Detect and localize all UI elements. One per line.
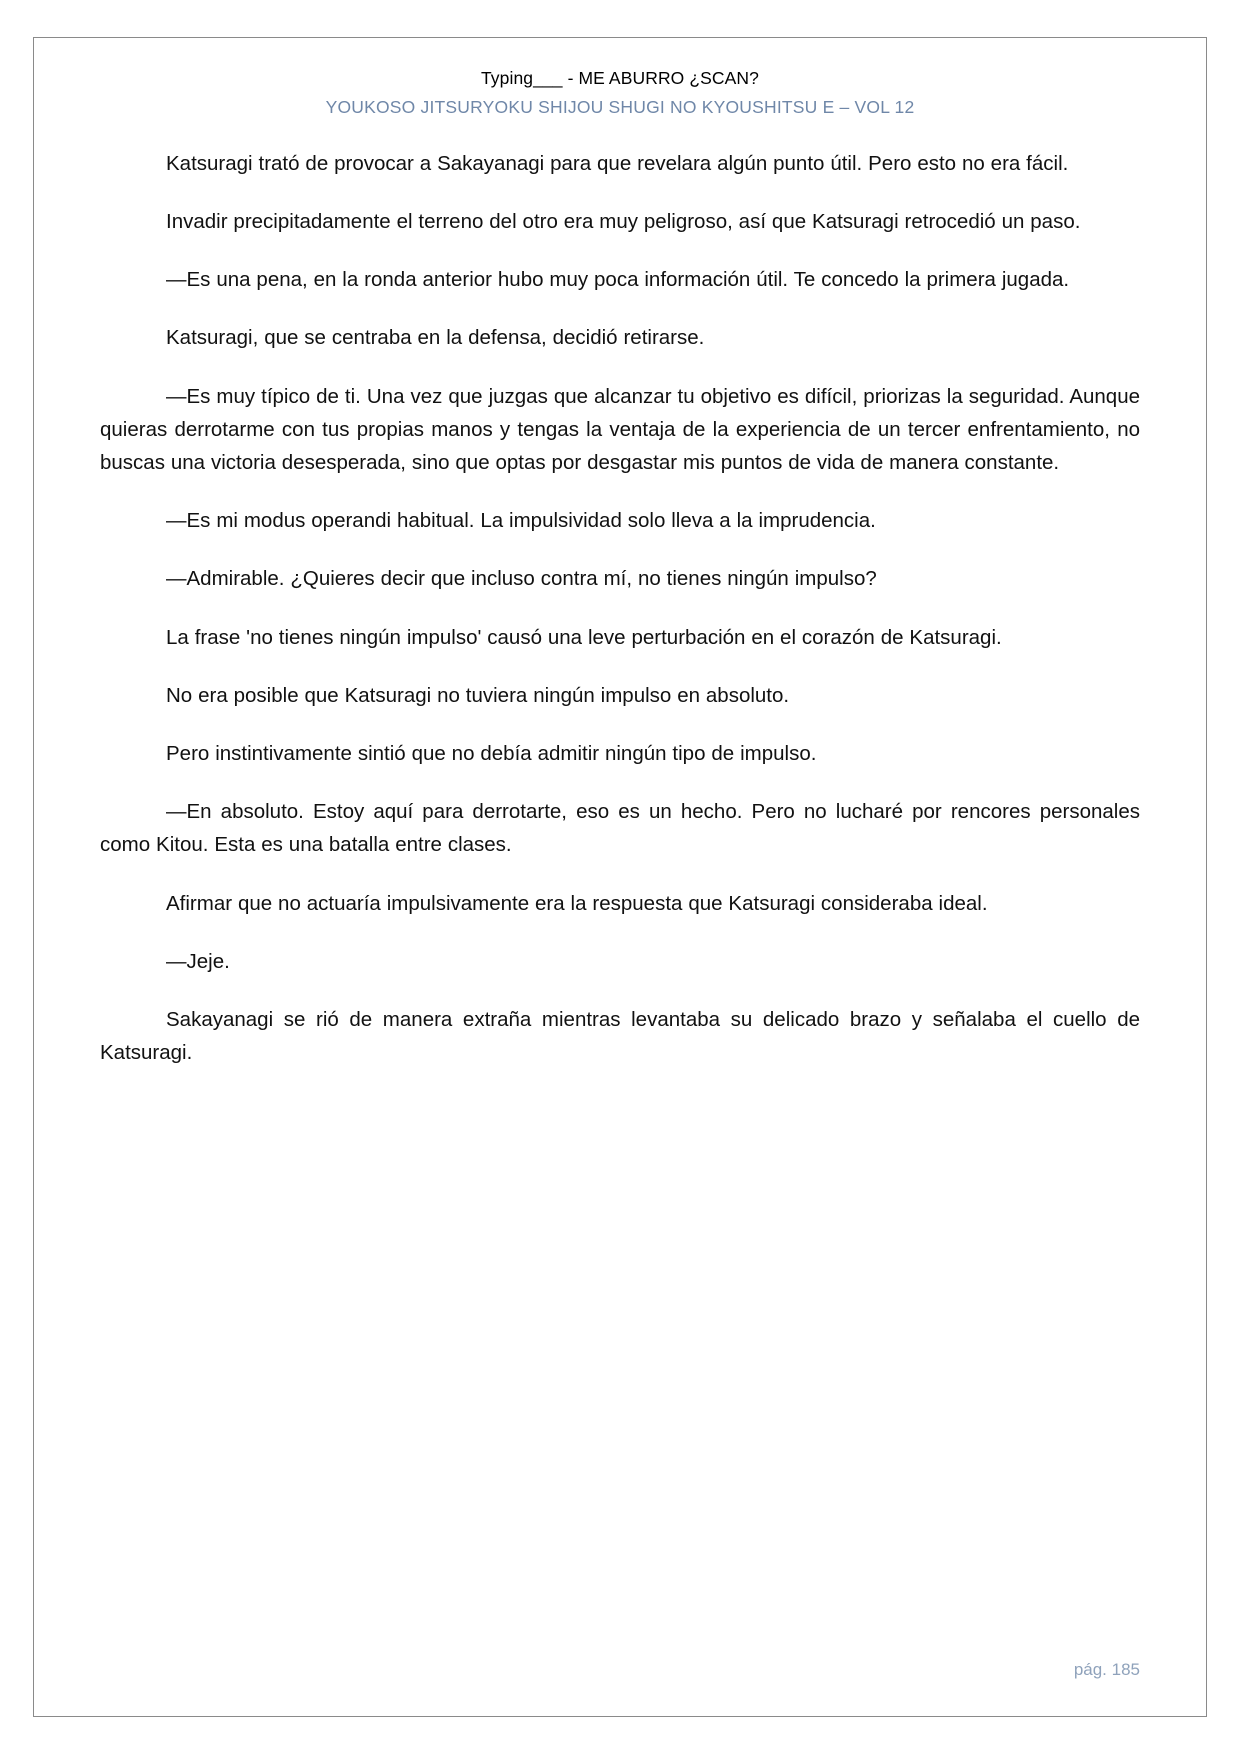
page-content bbox=[34, 38, 1206, 1716]
body-text bbox=[100, 147, 1140, 1070]
page-number: pág. 185 bbox=[1073, 1660, 1140, 1679]
header-credit-line: Typing___ - ME ABURRO ¿SCAN? bbox=[480, 68, 760, 88]
paragraph: —Es una pena, en la ronda anterior hubo muy poca información útil. Te concedo la primera jugada. bbox=[166, 268, 1070, 292]
paragraph: Sakayanagi se rió de manera extraña mientras levantaba su delicado brazo y señalaba el cuello de Katsuragi. bbox=[100, 1008, 1140, 1065]
header-title-line: YOUKOSO JITSURYOKU SHIJOU SHUGI NO KYOUSHITSU E – VOL 12 bbox=[325, 97, 915, 118]
page-header bbox=[100, 66, 1140, 121]
paragraph: —Es mi modus operandi habitual. La impulsividad solo lleva a la imprudencia. bbox=[166, 509, 876, 533]
paragraph: —Jeje. bbox=[166, 949, 230, 973]
paragraph: Katsuragi, que se centraba en la defensa, decidió retirarse. bbox=[166, 326, 705, 350]
document-page bbox=[33, 37, 1207, 1717]
paragraph: Pero instintivamente sintió que no debía admitir ningún tipo de impulso. bbox=[166, 741, 817, 765]
paragraph: La frase 'no tienes ningún impulso' causó una leve perturbación en el corazón de Katsuragi. bbox=[166, 625, 1002, 649]
paragraph: —En absoluto. Estoy aquí para derrotarte, eso es un hecho. Pero no lucharé por rencores personales como Kitou. Esta es una batalla entre clases. bbox=[100, 800, 1140, 857]
paragraph: —Admirable. ¿Quieres decir que incluso contra mí, no tienes ningún impulso? bbox=[166, 567, 877, 591]
paragraph: Invadir precipitadamente el terreno del otro era muy peligroso, así que Katsuragi retrocedió un paso. bbox=[166, 209, 1081, 233]
paragraph: Katsuragi trató de provocar a Sakayanagi para que revelara algún punto útil. Pero esto no era fácil. bbox=[166, 151, 1069, 175]
paragraph: No era posible que Katsuragi no tuviera ningún impulso en absoluto. bbox=[166, 683, 790, 707]
paragraph: Afirmar que no actuaría impulsivamente era la respuesta que Katsuragi consideraba ideal. bbox=[166, 891, 988, 915]
paragraph: —Es muy típico de ti. Una vez que juzgas que alcanzar tu objetivo es difícil, priorizas la seguridad. Aunque quieras derrotarme con tus propias manos y tengas la ventaja de la experiencia de un tercer enfrentamiento, no buscas una victoria desesperada, sino que optas por desgastar mis puntos de vida de manera constante. bbox=[100, 384, 1140, 474]
